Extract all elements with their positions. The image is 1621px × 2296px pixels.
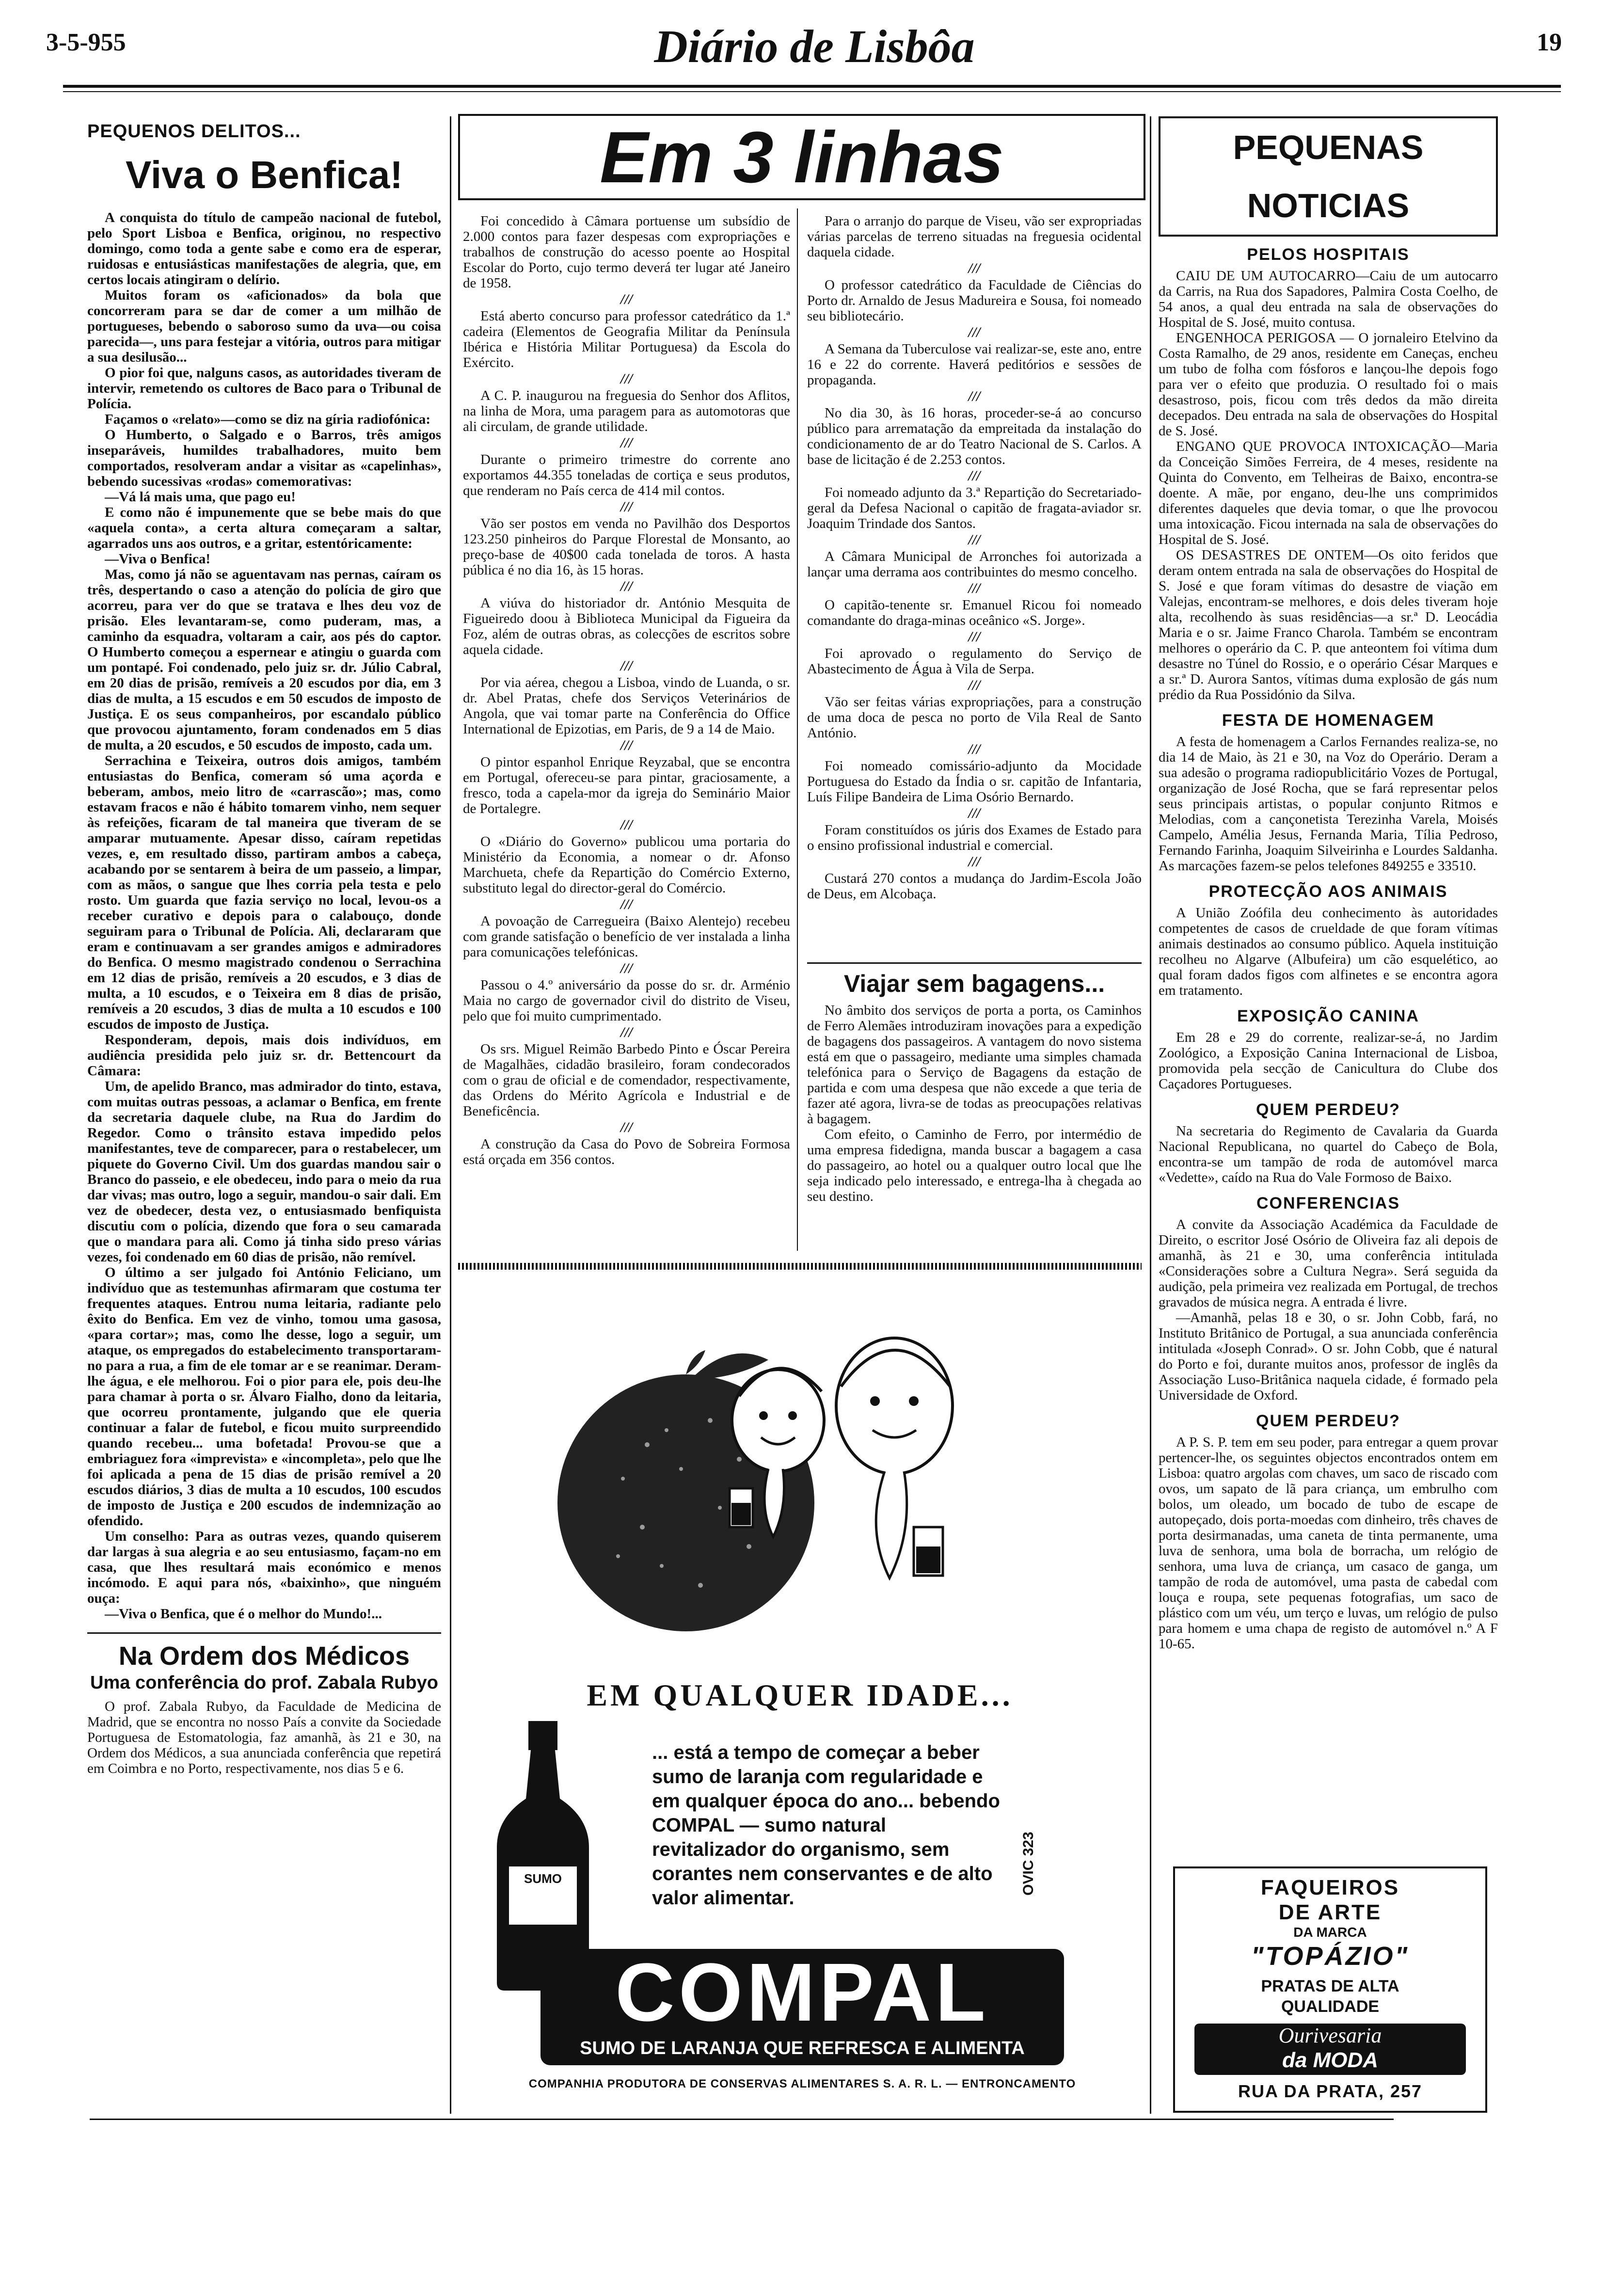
brief-separator: /// xyxy=(620,896,633,912)
article2-body xyxy=(87,1699,441,1776)
article2-paragraph: O prof. Zabala Rubyo, da Faculdade de Medicina de Madrid, que se encontra no nosso País a convite da Sociedade Portuguesa de Estomatologia, faz amanhã, às 21 e 30, na Ordem dos Médicos, a sua anunciada conferência que repetirá em Coimbra e no Porto, respectivamente, nos dias 5 e 6. xyxy=(87,1699,441,1776)
left-paragraph: Um, de apelido Branco, mas admirador do tinto, estava, com muitas outras pessoas, a aclamar o Benfica, em frente da secretaria daquele clube, na Rua do Jardim do Regedor. Como o trânsito estava impedido pelos manifestantes, teve de comparecer, para o restabelecer, um piquete do Governo Civil. Um dos guardas mandou sair o Branco do passeio, e ele obedeceu, indo para o meio da rua dar vivas; mas outro, logo a seguir, mandou-o sair dali. Em vez de obedecer, desta vez, o entusiasmado benfiquista discutiu com o polícia, dizendo que fora o seu camarada que o mandara para ali. Como já tinha sido preso várias vezes, foi condenado em 60 dias de prisão, não remível. xyxy=(87,1079,441,1265)
brief-separator: /// xyxy=(968,260,981,276)
left-paragraph: —Viva o Benfica! xyxy=(105,551,211,567)
left-paragraph: O último a ser julgado foi António Feliciano, um indivíduo que as testemunhas afirmaram que costuma ter frequentes ataques. Entrou numa leitaria, radiante pelo êxito do Benfica. Em vez de vinho, tomou uma gasosa, «para cortar»; mas, como lhe desse, logo a seguir, um ataque, os empregados do estabelecimento transportaram-no para a rua, a fim de ele tomar ar e se reanimar. Deram-lhe água, e ele melhorou. Foi o pior para ele, pois deu-lhe para chamar à porta o sr. Álvaro Fialho, dono da leitaria, que ocorreu prontamente, julgando que ele queria continuar a falar de futebol, e ficou muito surpreendido quando recebeu... uma bofetada! Provou-se que a embriaguez fora «imprevista» e «incompleta», pelo que lhe foi aplicada a pena de 15 dias de prisão remível a 20 escudos diários, 3 dias de multa a 10 escudos, 100 escudos de imposto de Justiça e 200 escudos de indemnização ao ofendido. xyxy=(87,1265,441,1529)
section-heading: PROTECÇÃO AOS ANIMAIS xyxy=(1208,882,1448,901)
ad-headline: EM QUALQUER IDADE... xyxy=(587,1678,1013,1712)
left-paragraph: Responderam, depois, mais dois indivíduos, em audiência presidida pelo juiz sr. dr. Bettencourt da Câmara: xyxy=(87,1032,441,1079)
brief-separator: /// xyxy=(620,960,633,976)
brief: Foi nomeado comissário-adjunto da Mocidade Portuguesa do Estado da Índia o sr. capitão de Infantaria, Luís Filipe Bandeira de Lima Osório Bernardo. xyxy=(807,758,1142,805)
brief-separator: /// xyxy=(620,435,633,451)
topazio-line-3: DA MARCA xyxy=(1293,1925,1367,1940)
left-paragraph: Muitos foram os «aficionados» da bola que concorreram para se dar de comer a um milhão de portugueses, bebendo o saboroso sumo da uva—ou coisa parecida—, uns para festejar a vitória, outros para mitigar a sua desilusão... xyxy=(87,287,441,365)
brief-separator: /// xyxy=(968,388,981,404)
left-paragraph: O pior foi que, nalguns casos, as autoridades tiveram de intervir, remetendo os cultores de Baco para o Tribunal de Polícia. xyxy=(87,365,441,412)
ourivesaria-line-1: Ourivesaria xyxy=(1278,2024,1382,2047)
ourivesaria-line-2: da MODA xyxy=(1282,2048,1378,2072)
brief-separator: /// xyxy=(968,532,981,548)
brief-separator: /// xyxy=(620,658,633,674)
news-item: —Amanhã, pelas 18 e 30, o sr. John Cobb, fará, no Instituto Britânico de Portugal, a sua anunciada conferência intitulada «Joseph Conrad». O sr. John Cobb, que é natural do Porto e foi, durante muitos anos, professor de inglês da Associação Luso-Britânica naquela cidade, é formado pela Universidade de Oxford. xyxy=(1159,1310,1498,1403)
brief-separator: /// xyxy=(968,324,981,340)
brief-separator: /// xyxy=(968,580,981,596)
em-3-linhas-banner xyxy=(458,114,1145,200)
newspaper-title: Diário de Lisbôa xyxy=(654,20,975,72)
brief-separator: /// xyxy=(968,468,981,484)
left-paragraph: —Viva o Benfica, que é o melhor do Mundo!... xyxy=(105,1606,382,1622)
brief: A C. P. inaugurou na freguesia do Senhor dos Aflitos, na linha de Mora, uma paragem para as automotoras que ali circulam, de grande utilidade. xyxy=(463,388,790,434)
brief: Por via aérea, chegou a Lisboa, vindo de Luanda, o sr. dr. Abel Pratas, chefe dos Serviços Veterinários de Angola, que vai tomar parte na Conferência do Office International de Epizotias, em Paris, de 9 a 14 de Maio. xyxy=(463,675,790,737)
column-rule-right xyxy=(1150,116,1151,2114)
brief-separator: /// xyxy=(620,291,633,307)
topazio-address: RUA DA PRATA, 257 xyxy=(1238,2081,1423,2101)
section-body xyxy=(1159,268,1498,702)
section-heading: FESTA DE HOMENAGEM xyxy=(1222,711,1435,730)
brief: A viúva do historiador dr. António Mesquita de Figueiredo doou à Biblioteca Municipal da Figueira da Foz, além de outras obras, as colecções de escritos sobre aquela cidade. xyxy=(463,595,790,657)
compal-footer: COMPANHIA PRODUTORA DE CONSERVAS ALIMENTARES S. A. R. L. — ENTRONCAMENTO xyxy=(528,2077,1076,2090)
viajar-top-rule xyxy=(807,962,1142,964)
column-rule-left xyxy=(450,116,451,2114)
adult-character xyxy=(836,1338,953,1578)
center-col-2 xyxy=(807,213,1142,950)
banner-title: Em 3 linhas xyxy=(600,116,1004,198)
brief-separator: /// xyxy=(968,677,981,693)
brief: O capitão-tenente sr. Emanuel Ricou foi nomeado comandante do draga-minas oceânico «S. Jorge». xyxy=(807,597,1142,628)
brief: O pintor espanhol Enrique Reyzabal, que se encontra em Portugal, ofereceu-se para pintar, graciosamente, a fresco, toda a capela-mor da igreja do Seminário Maior de Portalegre. xyxy=(463,754,790,816)
bottom-rule xyxy=(90,2119,1394,2120)
brief: Foi nomeado adjunto da 3.ª Repartição do Secretariado-geral da Defesa Nacional o capitão de fragata-aviador sr. Joaquim Trindade dos Santos. xyxy=(807,485,1142,531)
ad-body-text: ... está a tempo de começar a beber sumo de laranja com regularidade e em qualquer época do ano... bebendo COMPAL — sumo natural revitalizador do organismo, sem corantes nem conservantes e de alto valor alimentar. xyxy=(652,1742,1000,1909)
article2-subtitle: Uma conferência do prof. Zabala Rubyo xyxy=(90,1673,438,1693)
section-body xyxy=(1159,734,1498,874)
brief-separator: /// xyxy=(620,817,633,833)
left-paragraph: O Humberto, o Salgado e o Barros, três amigos inseparáveis, humildes trabalhadores, muito bem comportados, resolveram andar a visitar as «capelinhas», bebendo sucessivas «rodas» comemorativas: xyxy=(87,427,441,489)
viajar-paragraph: No âmbito dos serviços de porta a porta, os Caminhos de Ferro Alemães introduziram inovações para a expedição de bagagens dos passageiros. A vantagem do novo sistema está em que o passageiro, mediante uma simples chamada telefónica para o Serviço de Bagagens da estação de partida e com uma despesa que não excede a que teria de fazer até agora, livra-se de todas as preocupações relativas à bagagem. xyxy=(807,1003,1142,1127)
viajar-article xyxy=(807,962,1142,1263)
brief: A povoação de Carregueira (Baixo Alentejo) recebeu com grande satisfação o benefício de ver instalada a linha para comunicações telefónicas. xyxy=(463,913,790,960)
center-column-rule xyxy=(797,208,798,1251)
news-item: Na secretaria do Regimento de Cavalaria da Guarda Nacional Republicana, no quartel do Cabeço de Bola, encontra-se um tampão de roda de automóvel marca «Vedette», caído na Rua do Vale Formoso de Baixo. xyxy=(1159,1123,1498,1185)
brief-separator: /// xyxy=(620,1024,633,1040)
news-item: OS DESASTRES DE ONTEM—Os oito feridos que deram ontem entrada na sala de observações do Hospital de S. José e que foram vítimas do desastre de viação em Valejas, encontram-se melhores, e dois deles tiveram hoje alta, recolhendo às suas residências—a sr.ª D. Leocádia Maria e o sr. Jaime Franco Charola. Também se encontram melhores o operário da C. P. que anteontem foi vítima dum desastre no Túnel do Rossio, e o operário César Marques e a sr.ª D. Aurora Santos, vítimas duma explosão de gás num prédio da Rua Possidónio da Silva. xyxy=(1159,547,1498,702)
brief: Foram constituídos os júris dos Exames de Estado para o ensino profissional industrial e comercial. xyxy=(807,822,1142,853)
viajar-title: Viajar sem bagagens... xyxy=(843,970,1105,997)
news-item: A P. S. P. tem em seu poder, para entregar a quem provar pertencer-lhe, os seguintes objectos encontrados ontem em Lisboa: quatro argolas com chaves, um saco de riscado com ovos, um sapato de lã para criança, um embrulho com bolos, um oleado, um bocado de tubo de escape de autopeçado, dois porta-moedas com dinheiro, três chaves de porta desirmanadas, uma caneta de tinta permanente, uma luva de senhora, uma bola de borracha, um relógio de senhora, uma luva de criança, um casaco de ganga, um tampão de roda de automóvel, uma pasta de cabedal com louça e roupa, sete pequenas fotografias, um saco de plástico com um véu, um terço e luvas, um relógio de pulso para homem e uma chapa de registo de automóvel n.º A F 10-65. xyxy=(1159,1435,1498,1652)
section-heading: EXPOSIÇÃO CANINA xyxy=(1237,1007,1419,1025)
left-paragraph: Um conselho: Para as outras vezes, quando quiserem dar largas à sua alegria e ao seu entusiasmo, façam-no em casa, que lhes resultará mais económico e menos incómodo. E aqui para nós, «baixinho», que ninguém ouça: xyxy=(87,1529,441,1606)
brief-separator: /// xyxy=(968,629,981,645)
brief-separator: /// xyxy=(620,499,633,515)
news-item: A União Zoófila deu conhecimento às autoridades competentes de casos de crueldade de que foram vítimas animais destinados ao consumo público. Aquela instituição recolheu no Algarve (Albufeira) um cão esquelético, ao qual foram dados figos com alfinetes e se encontra agora em tratamento. xyxy=(1159,905,1498,998)
issue-date: 3-5-955 xyxy=(46,29,126,56)
brief-separator: /// xyxy=(968,854,981,870)
brief: Os srs. Miguel Reimão Barbedo Pinto e Óscar Pereira de Magalhães, cidadão brasileiro, foram condecorados com o grau de oficial e de comendador, respectivamente, das Ordens do Mérito Agrícola e Industrial e de Beneficência. xyxy=(463,1041,790,1119)
left-paragraph: —Vá lá mais uma, que pago eu! xyxy=(105,489,296,505)
left-column xyxy=(87,116,441,2114)
brief-separator: /// xyxy=(620,1119,633,1135)
news-item: A festa de homenagem a Carlos Fernandes realiza-se, no dia 14 de Maio, às 21 e 30, na Voz do Operário. Deram a sua adesão o programa radiopublicitário Vozes de Portugal, organização de José Rocha, que se fará representar pelos seus principais artistas, o popular conjunto Ritmos e Melodias, com a cançonetista Terezinha Varela, Moisés Campelo, Amélia Jesus, Fernanda Maria, Tília Pedroso, Fernando Farinha, Joaquim Silveirinha e Lourdes Saldanha. As marcações fazem-se pelos telefones 849255 e 33510. xyxy=(1159,734,1498,874)
brief-separator: /// xyxy=(968,741,981,757)
left-article-divider xyxy=(87,1632,441,1634)
brief: A construção da Casa do Povo de Sobreira Formosa está orçada em 356 contos. xyxy=(463,1136,790,1167)
brief: O «Diário do Governo» publicou uma portaria do Ministério da Economia, a nomear o dr. Afonso Marchueta, chefe da Repartição do Comércio Externo, substituto legal do director-geral do Comércio. xyxy=(463,834,790,896)
section-body xyxy=(1159,1435,1498,1652)
viajar-body xyxy=(807,1003,1142,1204)
section-heading: CONFERENCIAS xyxy=(1256,1194,1400,1212)
left-paragraph: Façamos o «relato»—como se diz na gíria radiofónica: xyxy=(105,412,430,427)
brief: Vão ser feitas várias expropriações, para a construção de uma doca de pesca no porto de Vila Real de Santo António. xyxy=(807,694,1142,741)
brief: Durante o primeiro trimestre do corrente ano exportamos 44.355 toneladas de cortiça e seus produtos, que renderam no País cerca de 414 mil contos. xyxy=(463,452,790,498)
left-paragraph: Serrachina e Teixeira, outros dois amigos, também entusiastas do Benfica, comeram só uma açorda e beberam, ambos, meio litro de «carrascão»; mas, como estavam fracos e não é hábito tomarem vinho, nem sequer às refeições, ficaram de tal maneira que tiveram de se amparar mutuamente. Apesar disso, caíram repetidas vezes, e, em resultado disso, partiram ambos a cabeça, acabando por se sentarem à beira de um passeio, a limpar, com as mãos, o sangue que lhes corria pela testa e pelo rosto. Um guarda que fazia serviço no local, levou-os a receber curativo e depois para o calabouço, donde seguiram para o Tribunal de Polícia. Ali, declararam que eram e continuavam a ser grandes amigos e admiradores do Benfica. O mesmo magistrado condenou o Serrachina em 12 dias de prisão, remíveis a 20 escudos, e 3 dias de multa, a 10 escudos, e o Teixeira em 8 dias de prisão, remíveis a 20 escudos, 3 dias de multa a 10 escudos e 100 escudos de imposto de Justiça. xyxy=(87,753,441,1032)
news-item: Em 28 e 29 do corrente, realizar-se-á, no Jardim Zoológico, a Exposição Canina Internacional de Lisboa, promovida pela secção de Canicultura do Clube dos Caçadores Portugueses. xyxy=(1159,1030,1498,1092)
brief-separator: /// xyxy=(968,805,981,821)
ad-code: OVIC 323 xyxy=(1020,1832,1036,1896)
ourivesaria-panel xyxy=(1194,2024,1466,2075)
left-article-body xyxy=(87,210,441,1622)
brief: A Câmara Municipal de Arronches foi autorizada a lançar uma derrama aos contribuintes do mesmo concelho. xyxy=(807,549,1142,580)
left-paragraph: E como não é impunemente que se bebe mais do que «aquela conta», a certa altura começaram a saltar, agarrados uns aos outros, e a gritar, estentóricamente: xyxy=(87,505,441,551)
brief-separator: /// xyxy=(620,371,633,387)
brief-separator: /// xyxy=(620,578,633,594)
compal-logo: COMPAL xyxy=(615,1946,989,2039)
section-heading: PELOS HOSPITAIS xyxy=(1247,245,1410,264)
topazio-line-2: DE ARTE xyxy=(1278,1900,1382,1924)
pequenas-noticias-title: PEQUENAS NOTICIAS xyxy=(1159,116,1498,237)
masthead-rule xyxy=(63,85,1561,88)
compal-logo-panel xyxy=(540,1946,1064,2065)
ad-divider xyxy=(458,1263,1142,1270)
left-paragraph: Mas, como já não se aguentavam nas pernas, caíram os três, despertando o caso a atenção do polícia de giro que acorreu, para ver do que se tratava e lhes deu voz de prisão. Eles levantaram-se, como puderam, mas, a caminho da esquadra, voltaram a cair, aos pés do captor. O Humberto começou a espernear e atingiu o guarda com um pontapé. Foi condenado, pelo juiz sr. dr. Júlio Cabral, em 20 dias de prisão, remíveis a 20 escudos por dia, em 3 dias de multa, a 15 escudos e em 50 escudos de imposto de Justiça. E os seus companheiros, por escandalo público que provocou ajuntamento, foram condenados em 5 dias de multa, a 20 escudos, e 50 escudos de imposto, cada um. xyxy=(87,567,441,753)
article2-title: Na Ordem dos Médicos xyxy=(118,1642,410,1671)
section-body xyxy=(1159,1030,1498,1092)
brief: Passou o 4.º aniversário da posse do sr. dr. Arménio Maia no cargo de governador civil do distrito de Viseu, pelo que foi muito cumprimentado. xyxy=(463,977,790,1024)
section-heading: QUEM PERDEU? xyxy=(1256,1412,1400,1430)
brief: No dia 30, às 16 horas, proceder-se-á ao concurso público para arrematação da empreitada da instalação do condicionamento de ar do Teatro Nacional de S. Carlos. A base de licitação é de 2.253 contos. xyxy=(807,405,1142,467)
viajar-paragraph: Com efeito, o Caminho de Ferro, por intermédio de uma empresa fidedigna, manda buscar a bagagem a casa do passageiro, ao hotel ou a qualquer outro local que lhe seja indicado pelo interessado, e entrega-lha à chegada ao seu destino. xyxy=(807,1127,1142,1204)
brief: Para o arranjo do parque de Viseu, vão ser expropriadas várias parcelas de terreno situadas na freguesia ocidental daquela cidade. xyxy=(807,213,1142,260)
masthead-rule-thin xyxy=(63,91,1561,92)
brief-separator: /// xyxy=(620,737,633,753)
left-paragraph: A conquista do título de campeão nacional de futebol, pelo Sport Lisboa e Benfica, originou, no respectivo domingo, como toda a gente sabe e como era de esperar, ruidosas e entusiásticas manifestações de alegria, que, em certos locais atingiram o delírio. xyxy=(87,210,441,287)
topazio-ad xyxy=(1173,1866,1487,2113)
section-body xyxy=(1159,905,1498,998)
section-body xyxy=(1159,1123,1498,1185)
topazio-line-5: QUALIDADE xyxy=(1281,1997,1380,2016)
brief: Custará 270 contos a mudança do Jardim-Escola João de Deus, em Alcobaça. xyxy=(807,871,1142,902)
topazio-line-1: FAQUEIROS xyxy=(1260,1876,1400,1899)
compal-ad xyxy=(458,1275,1142,2109)
news-item: CAIU DE UM AUTOCARRO—Caiu de um autocarro da Carris, na Rua dos Sapadores, Palmira Costa Coelho, de 54 anos, a qual deu entrada na sala de observações do Hospital de S. José, muito contusa. xyxy=(1159,268,1498,330)
left-headline: Viva o Benfica! xyxy=(125,153,403,196)
section-heading: QUEM PERDEU? xyxy=(1256,1100,1400,1119)
compal-tagline: SUMO DE LARANJA QUE REFRESCA E ALIMENTA xyxy=(580,2038,1025,2058)
brief: O professor catedrático da Faculdade de Ciências do Porto dr. Arnaldo de Jesus Madureira e Sousa, foi nomeado seu bibliotecário. xyxy=(807,277,1142,324)
section-body xyxy=(1159,1217,1498,1403)
brief: A Semana da Tuberculose vai realizar-se, este ano, entre 16 e 22 do corrente. Haverá peditórios e sessões de propaganda. xyxy=(807,341,1142,388)
brief: Está aberto concurso para professor catedrático da 1.ª cadeira (Elementos de Geografia Militar da Península Ibérica e História Militar Portuguesa) da Escola do Exército. xyxy=(463,308,790,370)
page-number: 19 xyxy=(1537,29,1562,56)
topazio-line-4: PRATAS DE ALTA xyxy=(1261,1977,1399,1995)
brief: Foi concedido à Câmara portuense um subsídio de 2.000 contos para fazer despesas com expropriações e trabalhos de construção do acesso poente ao Hospital Escolar do Porto, cujo termo deverá ter lugar até Janeiro de 1958. xyxy=(463,213,790,291)
left-kicker: PEQUENOS DELITOS... xyxy=(87,121,301,142)
brief: Vão ser postos em venda no Pavilhão dos Desportos 123.250 pinheiros do Parque Florestal de Monsanto, ao preço-base de 40$00 cada tonelada de toros. A hasta pública é no dia 16, às 15 horas. xyxy=(463,516,790,578)
right-column xyxy=(1159,116,1498,2007)
center-col-1 xyxy=(463,213,790,1256)
brief: Foi aprovado o regulamento do Serviço de Abastecimento de Água à Vila de Serpa. xyxy=(807,646,1142,677)
news-item: A convite da Associação Académica da Faculdade de Direito, o escritor José Osório de Oliveira faz ali depois de amanhã, às 21 e 30, uma conferência intitulada «Considerações sobre a Cultura Negra». Será seguida da audição, pela primeira vez realizada em Portugal, de trechos gravados de música negra. A entrada é livre. xyxy=(1159,1217,1498,1310)
orange-characters-illustration xyxy=(458,1275,1142,1673)
news-item: ENGENHOCA PERIGOSA — O jornaleiro Etelvino da Costa Ramalho, de 29 anos, residente em Caneças, encheu um tubo de folha com fósforos e lançou-lhe depois fogo para ver o efeito que produzia. O resultado foi o mais desastroso, pois, ficou com três dedos da mão direita decepados. Deu entrada na sala de observações do Hospital de S. José. xyxy=(1159,330,1498,439)
topazio-brand: "TOPÁZIO" xyxy=(1251,1942,1410,1971)
bottle-label: SUMO xyxy=(524,1871,562,1886)
news-item: ENGANO QUE PROVOCA INTOXICAÇÃO—Maria da Conceição Simões Ferreira, de 4 meses, residente na Quinta do Convento, em Telheiras de Baixo, encontra-se doente. A mãe, por engano, deu-lhe uns comprimidos diferentes daqueles que devia tomar, o que lhe provocou uma intoxicação. Ficou internada na sala de observações do Hospital de S. José. xyxy=(1159,439,1498,547)
